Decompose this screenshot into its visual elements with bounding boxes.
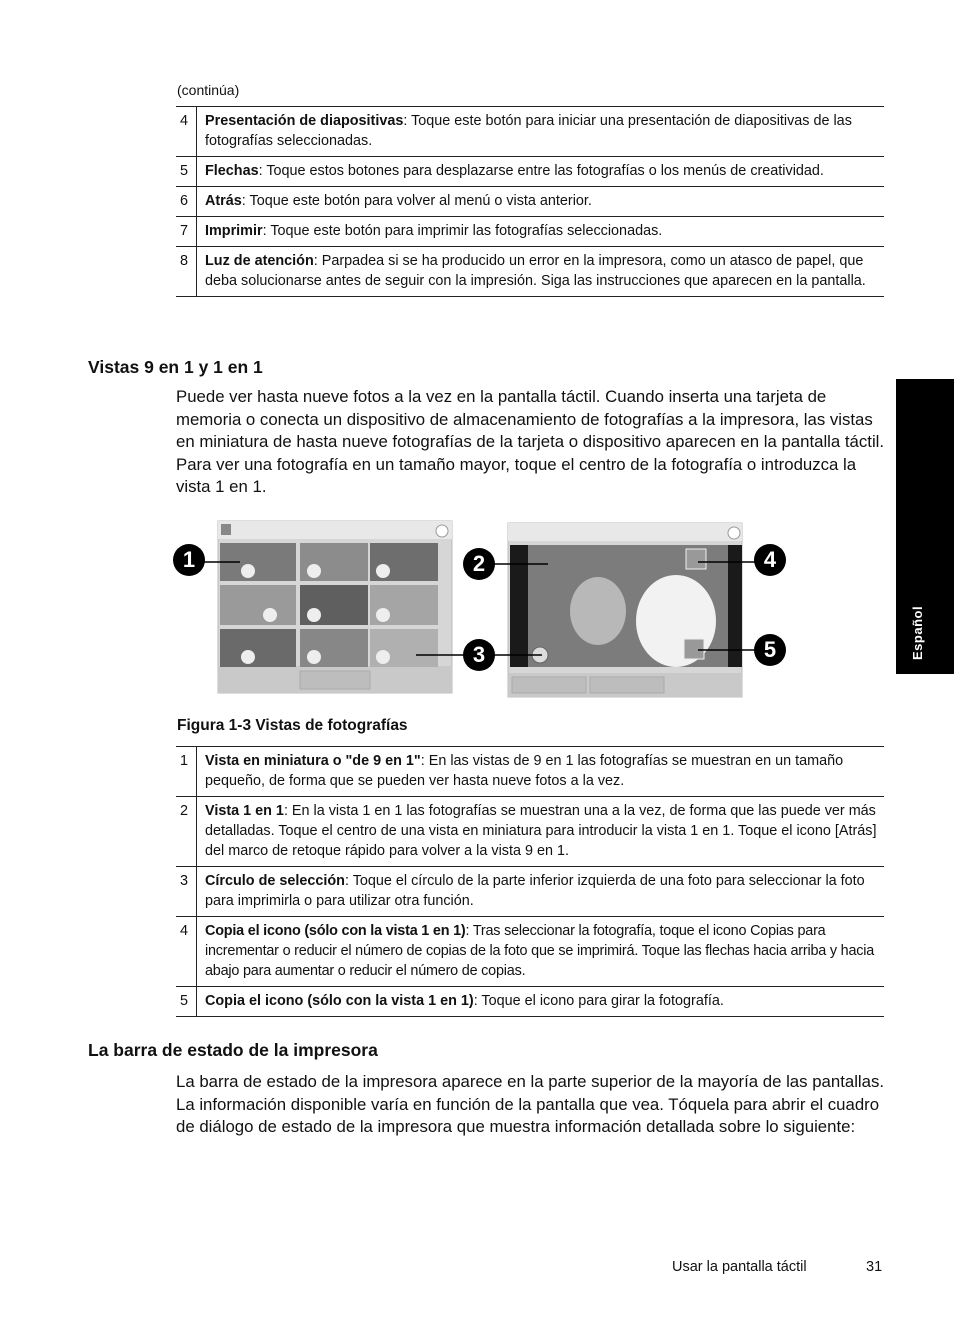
row-number: 5: [176, 987, 197, 1017]
table-row: [176, 987, 884, 1017]
table-row: [176, 217, 884, 247]
footer-title: Usar la pantalla táctil: [672, 1259, 807, 1275]
table-row: [176, 107, 884, 157]
page-number: 31: [866, 1259, 883, 1275]
row-number: 8: [176, 247, 197, 297]
section-paragraph: La barra de estado de la impresora aparece en la parte superior de la mayoría de las pantallas. La información disponible varía en función de la pantalla que vea. Tóquela para abrir el cuadro de diálogo de estado de la impresora que muestra información detallada sobre lo siguiente:: [176, 1072, 885, 1137]
row-term: Luz de atención: [205, 253, 314, 269]
row-desc: : Parpadea si se ha producido un error en la impresora, como un atasco de papel, que deba solucionarse antes de seguir con la impresión. Siga las instrucciones que aparecen en la pantalla.: [205, 253, 866, 289]
thumbnail-grid: [220, 543, 438, 667]
row-desc: : En las vistas de 9 en 1 las fotografías se muestran en un tamaño pequeño, de forma que se pueden ver hasta nueve fotos a la vez.: [205, 753, 844, 789]
row-term: Imprimir: [205, 223, 263, 239]
row-desc: : Toque este botón para iniciar una presentación de diapositivas de las fotografías seleccionadas.: [205, 113, 852, 149]
row-desc: : Tras seleccionar la fotografía, toque el icono Copias para incrementar o reducir el número de copias de la foto que se imprimirá. Toque las flechas hacia arriba y hacia abajo para aumentar o reducir el número de copias.: [205, 923, 875, 979]
callout-4: 4: [754, 544, 786, 576]
top-table: [176, 106, 884, 297]
row-term: Atrás: [205, 193, 242, 209]
figure-table: [176, 746, 884, 1017]
row-term: Flechas: [205, 163, 259, 179]
row-desc: : Toque estos botones para desplazarse entre las fotografías o los menús de creatividad.: [258, 163, 824, 179]
table-row: [176, 247, 884, 297]
section-paragraph: Puede ver hasta nueve fotos a la vez en la pantalla táctil. Cuando inserta una tarjeta de memoria o conecta un dispositivo de almacenamiento de fotografías a la impresora, las vistas en miniatura de hasta nueve fotografías de la tarjeta o dispositivo aparecen en la pantalla táctil. Para ver una fotografía en un tamaño mayor, toque el centro de la fotografía o introduzca la vista 1 en 1.: [176, 387, 885, 497]
section-heading: La barra de estado de la impresora: [88, 1040, 378, 1060]
row-number: 4: [176, 107, 197, 157]
row-number: 6: [176, 187, 197, 217]
row-number: 4: [176, 917, 197, 987]
table-row: [176, 187, 884, 217]
photo-views-figure: [176, 518, 776, 700]
row-desc: : En la vista 1 en 1 las fotografías se muestran una a la vez, de forma que las puede ver más detalladas. Toque el centro de una vista en miniatura para introducir la vista 1 en 1. Toque el icono [Atrás] del marco de retoque rápido para volver a la vista 9 en 1.: [205, 803, 877, 859]
row-desc: : Toque este botón para volver al menú o vista anterior.: [241, 193, 592, 209]
one-up-screen: [508, 523, 742, 697]
row-desc: : Toque el icono para girar la fotografía.: [473, 993, 724, 1009]
row-term: Presentación de diapositivas: [205, 113, 404, 129]
row-term: Vista en miniatura o "de 9 en 1": [205, 753, 421, 769]
callout-3: 3: [463, 639, 495, 671]
table-row: [176, 157, 884, 187]
language-side-tab: [896, 379, 954, 674]
section-heading: Vistas 9 en 1 y 1 en 1: [88, 357, 263, 377]
callout-2: 2: [463, 548, 495, 580]
figure-caption: Figura 1-3 Vistas de fotografías: [177, 717, 408, 734]
row-number: 5: [176, 157, 197, 187]
row-term: Copia el icono (sólo con la vista 1 en 1): [205, 993, 474, 1009]
row-term: Copia el icono (sólo con la vista 1 en 1): [205, 923, 466, 939]
row-desc: : Toque este botón para imprimir las fotografías seleccionadas.: [262, 223, 663, 239]
row-number: 2: [176, 797, 197, 867]
nine-up-screen: [218, 521, 452, 693]
callout-1: 1: [173, 544, 205, 576]
row-term: Círculo de selección: [205, 873, 345, 889]
row-desc: : Toque el círculo de la parte inferior izquierda de una foto para seleccionar la foto para imprimirla o para utilizar otra función.: [205, 873, 865, 909]
row-number: 7: [176, 217, 197, 247]
callout-5: 5: [754, 634, 786, 666]
row-term: Vista 1 en 1: [205, 803, 284, 819]
table-row: [176, 917, 884, 987]
table-row: [176, 797, 884, 867]
row-number: 1: [176, 747, 197, 797]
row-number: 3: [176, 867, 197, 917]
language-tab-label: Español: [910, 605, 925, 660]
continued-label: (continúa): [177, 82, 240, 98]
table-row: [176, 747, 884, 797]
table-row: [176, 867, 884, 917]
